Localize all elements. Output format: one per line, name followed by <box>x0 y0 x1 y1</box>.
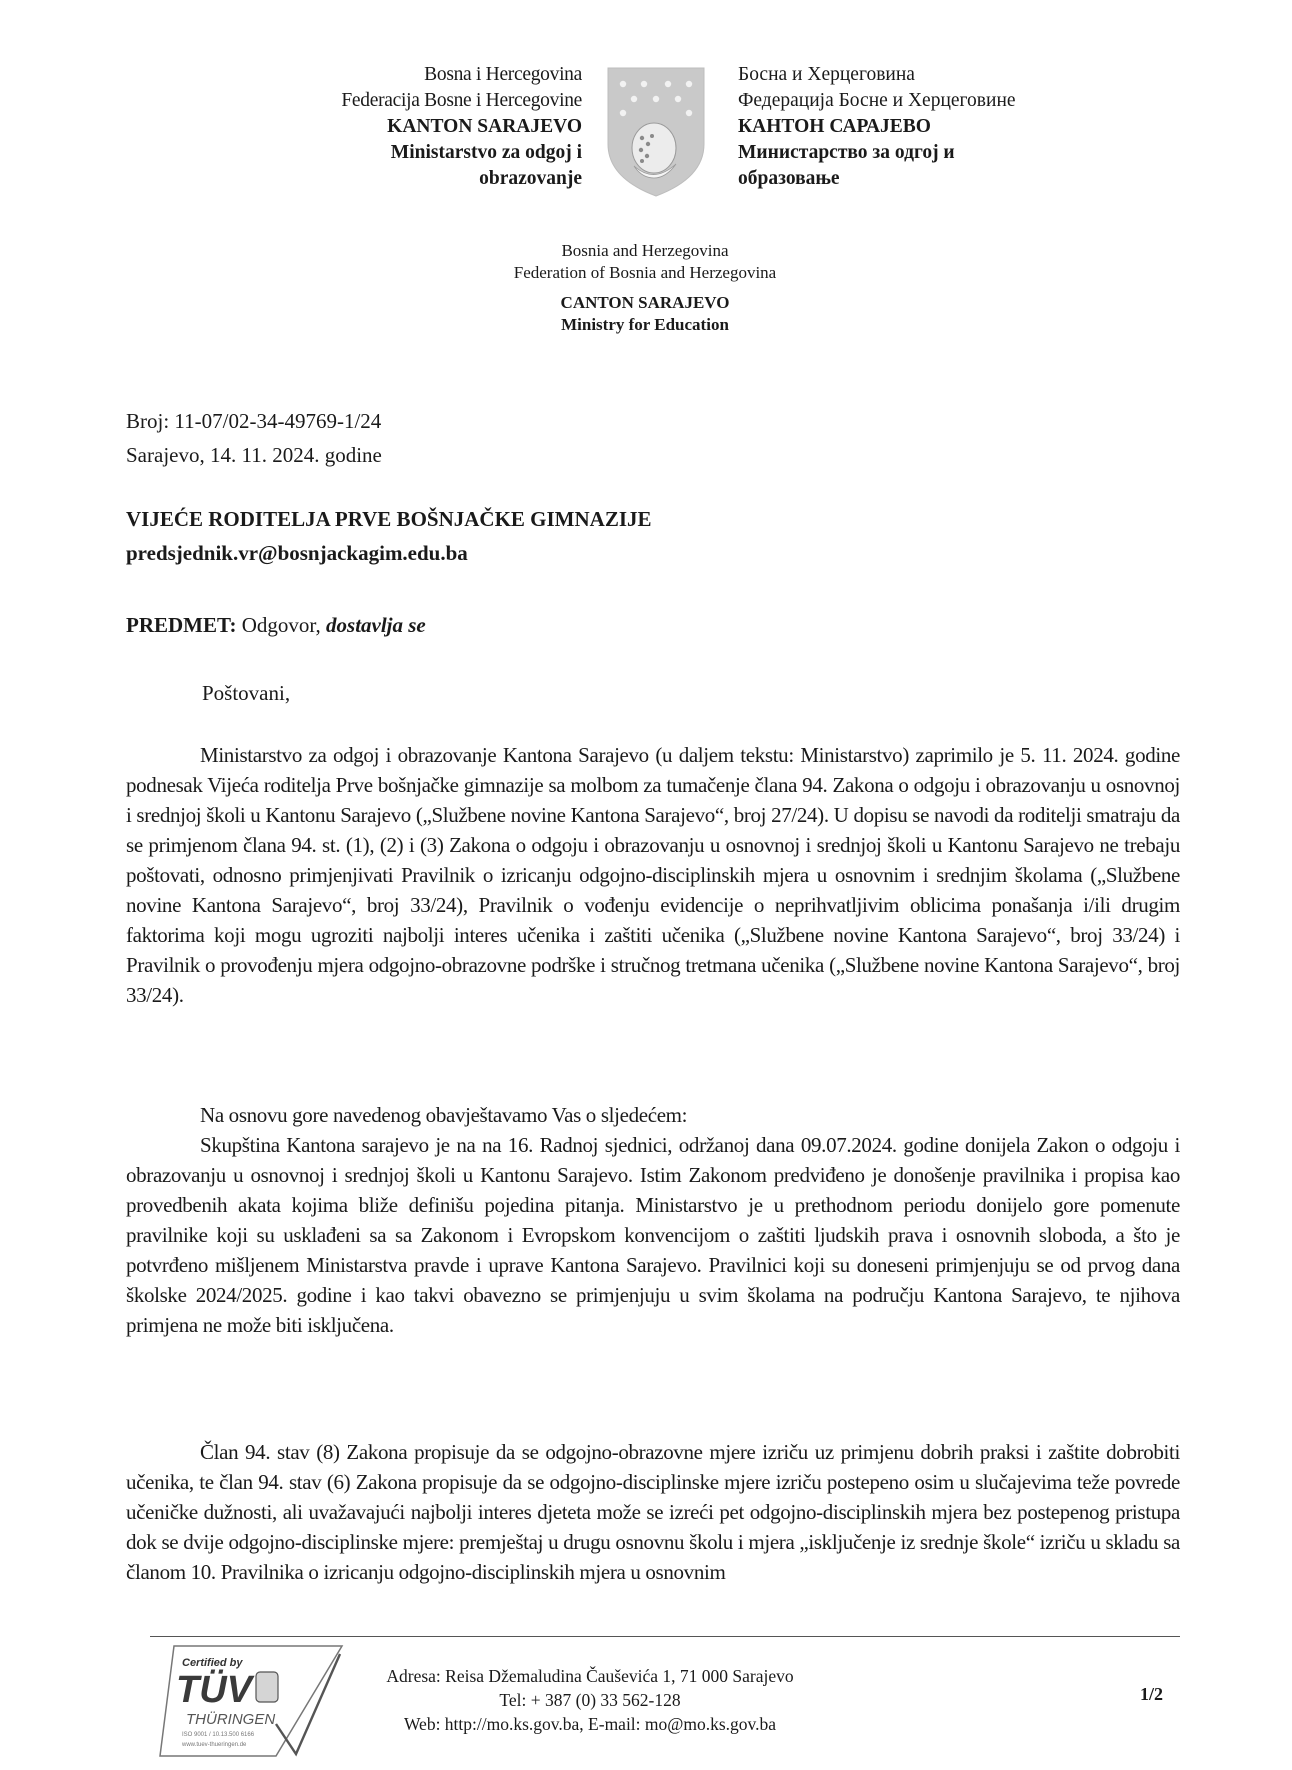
letterhead-cyrillic <box>738 62 1118 192</box>
country-name-cyrillic: Босна и Херцеговина <box>738 64 915 85</box>
document-meta <box>126 404 382 472</box>
federation-name: Federacija Bosne i Hercegovine <box>341 90 582 111</box>
body-paragraph-3 <box>126 1437 1180 1587</box>
country-name-english: Bosnia and Herzegovina <box>561 241 729 260</box>
recipient-block <box>126 502 652 570</box>
tuv-certification-badge <box>156 1640 346 1760</box>
footer-contact <box>380 1664 800 1736</box>
federation-name-english: Federation of Bosnia and Herzegovina <box>513 263 777 282</box>
paragraph-intro: Na osnovu gore navedenog obavještavamo Vas o sljedećem: <box>200 1103 688 1127</box>
canton-name: KANTON SARAJEVO <box>387 116 582 137</box>
ministry-name-cyrillic-line2: образовање <box>738 168 840 189</box>
footer-phone: Tel: + 387 (0) 33 562-128 <box>499 1690 681 1710</box>
subject-label: PREDMET: <box>126 613 237 637</box>
body-paragraph-2 <box>126 1100 1180 1340</box>
svg-text:Certified by: Certified by <box>182 1657 243 1669</box>
paragraph-text: Ministarstvo za odgoj i obrazovanje Kantona Sarajevo (u daljem tekstu: Ministarstvo) zaprimilo je 5. 11. 2024. godine podnesak Vijeća roditelja Prve bošnjačke gimnazije sa molbom za tumačenje člana 94. Zakona o odgoju i obrazovanju u osnovnoj i srednjoj školi u Kantonu Sarajevo („Službene novine Kantona Sarajevo“, broj 27/24). U dopisu se navodi da roditelji smatraju da se primjenom člana 94. st. (1), (2) i (3) Zakona o odgoju i obrazovanju u osnovnoj i srednjoj školi u Kantonu Sarajevo ne trebaju poštovati, odnosno primjenjivati Pravilnik o izricanju odgojno-disciplinskih mjera u osnovnim i srednjim školama („Službene novine Kantona Sarajevo“, broj 33/24), Pravilnik o vođenju evidencije o neprihvatljivim oblicima ponašanja i/ili drugim faktorima koji mogu ugroziti najbolji interes učenika i zaštiti učenika („Službene novine Kantona Sarajevo“, broj 33/24) i Pravilnik o provođenju mjera odgojno-obrazovne podrške i stručnog tretmana učenika („Službene novine Kantona Sarajevo“, broj 33/24). <box>126 743 1180 1007</box>
svg-text:ISO 9001 / 10.13.500 6166: ISO 9001 / 10.13.500 6166 <box>182 1732 255 1738</box>
letterhead-latin <box>240 62 582 192</box>
svg-text:TÜV: TÜV <box>176 1669 252 1711</box>
recipient-name: VIJEĆE RODITELJA PRVE BOŠNJAČKE GIMNAZIJE <box>126 507 652 531</box>
letterhead-english <box>440 240 850 336</box>
canton-name-english: CANTON SARAJEVO <box>560 293 730 312</box>
ministry-name-line1: Ministarstvo za odgoj i <box>390 142 582 163</box>
svg-text:THÜRINGEN: THÜRINGEN <box>186 1711 276 1728</box>
svg-text:www.tuev-thueringen.de: www.tuev-thueringen.de <box>182 1742 247 1748</box>
recipient-email: predsjednik.vr@bosnjackagim.edu.ba <box>126 541 468 565</box>
ministry-name-cyrillic-line1: Министарство за одгој и <box>738 142 955 163</box>
canton-name-cyrillic: КАНТОН САРАЈЕВО <box>738 116 931 137</box>
subject-emphasis: dostavlja se <box>326 613 426 637</box>
document-place-date: Sarajevo, 14. 11. 2024. godine <box>126 443 382 467</box>
federation-name-cyrillic: Федерација Босне и Херцеговине <box>738 90 1016 111</box>
footer-address: Adresa: Reisa Džemaludina Čauševića 1, 71 000 Sarajevo <box>386 1666 794 1686</box>
body-paragraph-1 <box>126 740 1180 1010</box>
subject-text: Odgovor, <box>236 613 327 637</box>
tuv-logo-icon <box>156 1640 346 1760</box>
paragraph-text: Član 94. stav (8) Zakona propisuje da se odgojno-obrazovne mjere izriču uz primjenu dobrih praksi i zaštite dobrobiti učenika, te član 94. stav (6) Zakona propisuje da se odgojno-disciplinske mjere izriču postepeno osim u slučajevima teže povrede učeničke dužnosti, ali uvažavajući najbolji interes djeteta može se izreći pet odgojno-disciplinskih mjera bez postepenog pristupa dok se dvije odgojno-disciplinske mjere: premještaj u drugu osnovnu školu i mjera „isključenje iz srednje škole“ izriču u skladu sa članom 10. Pravilnika o izricanju odgojno-disciplinskih mjera u osnovnim <box>126 1440 1180 1584</box>
country-name: Bosna i Hercegovina <box>424 64 582 85</box>
footer-divider <box>150 1636 1180 1637</box>
coat-of-arms-icon <box>606 66 706 198</box>
page-number: 1/2 <box>1140 1684 1164 1704</box>
ministry-name-english: Ministry for Education <box>561 315 729 334</box>
paragraph-text: Skupština Kantona sarajevo je na na 16. Radnoj sjednici, održanoj dana 09.07.2024. godine donijela Zakon o odgoju i obrazovanju u osnovnoj i srednjoj školi u Kantonu Sarajevo. Istim Zakonom predviđeno je donošenje pravilnika i propisa kao provedbenih akata kojima bliže definišu pojedina pitanja. Ministarstvo je u prethodnom periodu donijelo gore pomenute pravilnike koji su usklađeni sa sa Zakonom i Evropskom konvencijom o zaštiti ljudskih prava i osnovnih sloboda, a što je potvrđeno mišljenem Ministarstva pravde i uprave Kantona Sarajevo. Pravilnici koji su doneseni primjenjuju se od prvog dana školske 2024/2025. godine i kao takvi obavezno se primjenjuju u svim školama na području Kantona Sarajevo, te njihova primjena ne može biti isključena. <box>126 1133 1180 1337</box>
salutation: Poštovani, <box>202 681 291 705</box>
ministry-name-line2: obrazovanje <box>479 168 582 189</box>
subject-line <box>126 610 426 640</box>
document-number: Broj: 11-07/02-34-49769-1/24 <box>126 409 382 433</box>
footer-web-email: Web: http://mo.ks.gov.ba, E-mail: mo@mo.ks.gov.ba <box>403 1714 777 1734</box>
